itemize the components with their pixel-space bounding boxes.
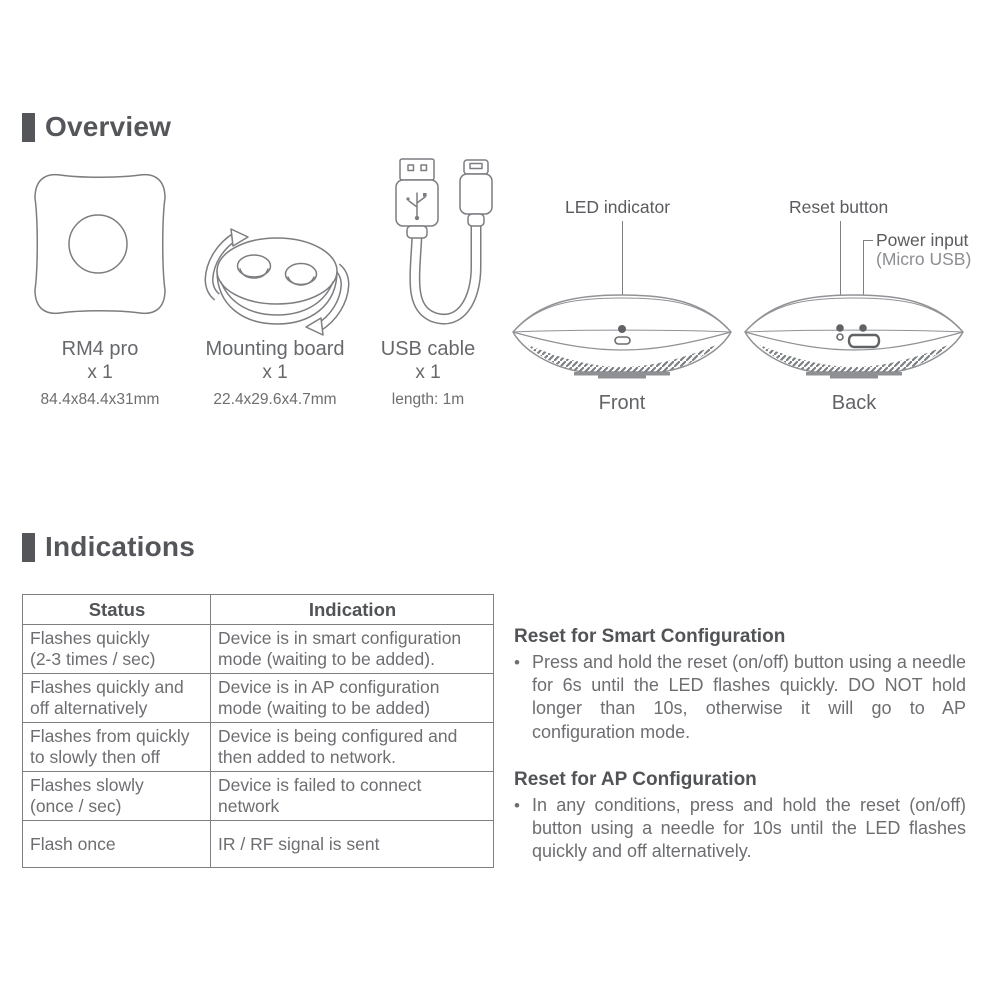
product-qty: x 1 [262, 362, 288, 383]
product-qty: x 1 [87, 362, 113, 383]
usb-cable-illustration [371, 155, 497, 333]
status-column-header: Status [23, 595, 211, 625]
power-input-sublabel: (Micro USB) [876, 249, 972, 269]
reset-smart-text: Press and hold the reset (on/off) button using a needle for 6s until the LED flashes quickly. DO NOT hold longer than 10s, otherwise it will go to AP configuration mode. [532, 652, 966, 742]
indications-table [22, 594, 494, 868]
led-indicator-label: LED indicator [565, 197, 671, 217]
indication-cell: Device is being configured and then added to network. [211, 723, 494, 772]
table-row [23, 723, 494, 772]
reset-button-label: Reset button [789, 197, 889, 217]
product-name: USB cable [380, 338, 476, 360]
back-view-label: Back [831, 392, 877, 414]
product-dims: length: 1m [391, 391, 465, 408]
product-qty: x 1 [415, 362, 441, 383]
reset-smart-heading: Reset for Smart Configuration [514, 626, 786, 647]
indication-cell: Device is in AP configuration mode (waiting to be added) [211, 674, 494, 723]
product-name: RM4 pro [61, 338, 139, 360]
device-base [806, 372, 902, 376]
status-cell: Flashes slowly (once / sec) [23, 772, 211, 821]
indication-cell: IR / RF signal is sent [211, 821, 494, 868]
front-device-illustration [512, 289, 732, 382]
indications-title: Indications [45, 531, 195, 562]
status-cell: Flashes quickly (2-3 times / sec) [23, 625, 211, 674]
front-view-label: Front [598, 392, 646, 414]
reset-ap-paragraph [514, 794, 966, 864]
mounting-board-illustration [198, 224, 356, 342]
product-caption-rm4 [15, 338, 185, 409]
reset-smart-paragraph [514, 651, 966, 744]
status-cell: Flashes from quickly to slowly then off [23, 723, 211, 772]
status-cell: Flash once [23, 821, 211, 868]
status-cell: Flashes quickly and off alternatively [23, 674, 211, 723]
power-input-label: Power input [876, 230, 969, 250]
reset-ap-text: In any conditions, press and hold the reset (on/off) button using a needle for 10s until the LED flashes quickly and off alternatively. [532, 795, 966, 862]
product-caption-usb [353, 338, 503, 409]
led-dot [618, 325, 626, 333]
micro-usb-port [849, 335, 879, 347]
overview-section-header [22, 111, 171, 143]
product-caption-mount [190, 338, 360, 409]
ir-window [615, 337, 630, 344]
table-row [23, 821, 494, 868]
power-leader-elbow [863, 240, 873, 241]
table-row [23, 625, 494, 674]
clip-arrow-icon [306, 318, 323, 335]
section-bar-icon [22, 113, 35, 142]
micro-usb-body [460, 174, 492, 214]
indication-cell: Device is failed to connect network [211, 772, 494, 821]
overview-title: Overview [45, 111, 172, 142]
indications-section-header [22, 531, 195, 563]
bullet-icon: • [514, 653, 520, 672]
back-device-illustration [744, 289, 964, 382]
product-dims: 84.4x84.4x31mm [40, 391, 160, 408]
reset-dot [836, 324, 844, 332]
rm4-pro-illustration [24, 167, 176, 321]
table-header-row [23, 595, 494, 625]
bullet-icon: • [514, 796, 520, 815]
section-bar-icon [22, 533, 35, 562]
power-dot [859, 324, 867, 332]
product-name: Mounting board [205, 338, 345, 360]
reset-ap-heading: Reset for AP Configuration [514, 769, 757, 790]
product-dims: 22.4x29.6x4.7mm [213, 391, 337, 408]
indication-column-header: Indication [211, 595, 494, 625]
usb-a-tip [400, 159, 434, 180]
reset-pinhole [837, 334, 843, 340]
table-row [23, 772, 494, 821]
table-row [23, 674, 494, 723]
indication-cell: Device is in smart configuration mode (waiting to be added). [211, 625, 494, 674]
device-base [574, 372, 670, 376]
micro-usb-tip [464, 160, 488, 174]
